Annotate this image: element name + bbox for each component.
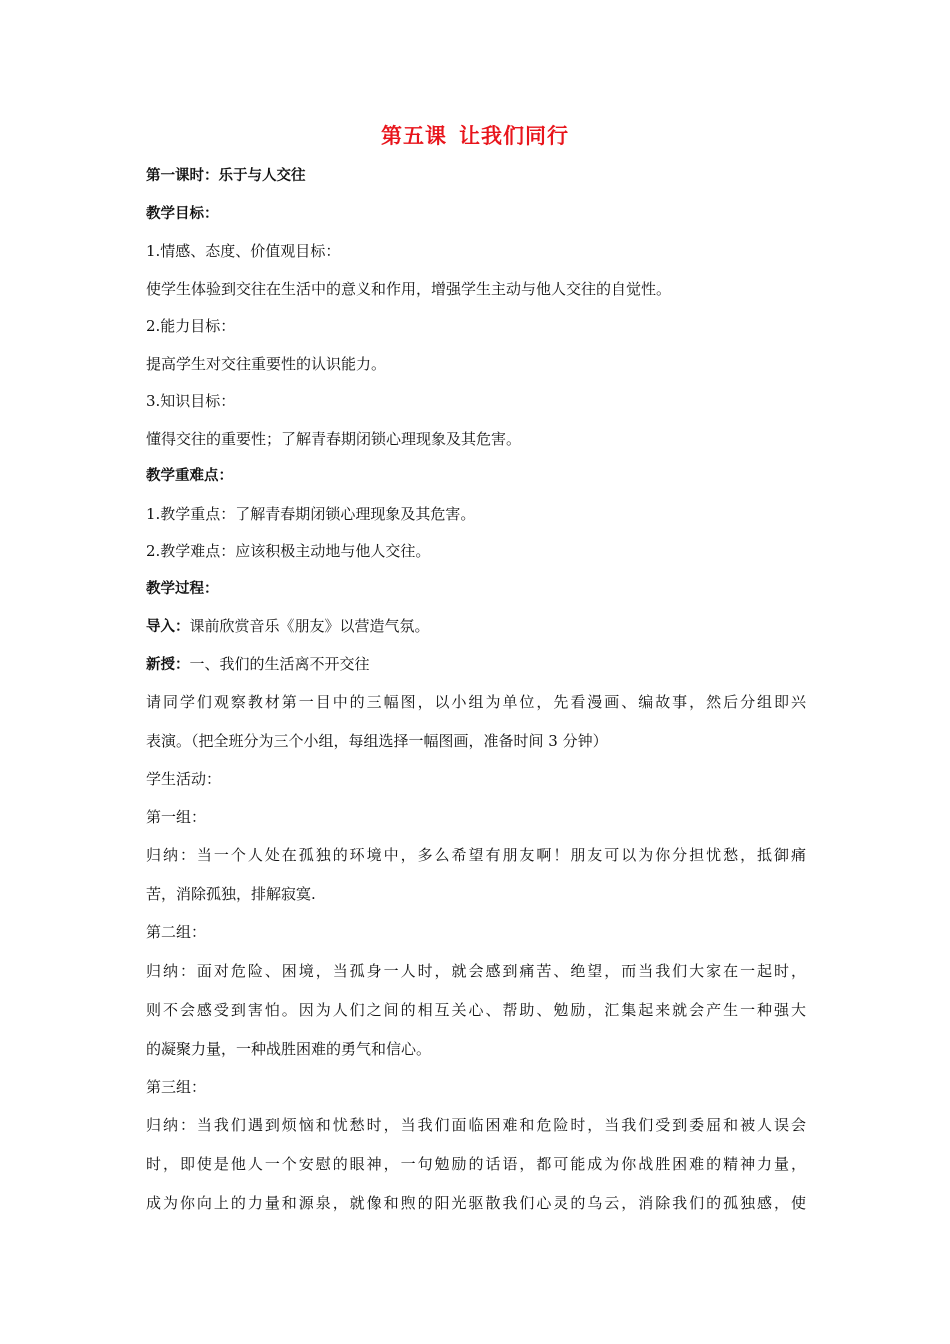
group3-line2: 时，即使是他人一个安慰的眼神，一句勉励的话语，都可能成为你战胜困难的精神力量， (146, 1155, 806, 1173)
objective-2-label: 2.能力目标： (146, 317, 236, 335)
group2-line3: 的凝聚力量，一种战胜困难的勇气和信心。 (146, 1039, 432, 1058)
group3-label: 第三组： (146, 1077, 207, 1096)
group1-label: 第一组： (146, 807, 207, 826)
lesson-heading: 第一课时：乐于与人交往 (146, 168, 306, 184)
title-part1: 第五课 (381, 124, 447, 148)
objective-2-text: 提高学生对交往重要性的认识能力。 (146, 354, 387, 373)
group2-line2: 则不会感受到害怕。因为人们之间的相互关心、帮助、勉励，汇集起来就会产生一种强大 (146, 1000, 806, 1019)
group1-line2: 苦，消除孤独，排解寂寞. (146, 885, 316, 903)
activity-label: 学生活动： (146, 770, 222, 788)
new-text: 一、我们的生活离不开交往 (189, 654, 370, 673)
objective-1-text: 使学生体验到交往在生活中的意义和作用，增强学生主动与他人交往的自觉性。 (146, 279, 672, 298)
group3-line1: 归纳：当我们遇到烦恼和忧愁时，当我们面临困难和危险时，当我们受到委屈和被人误会 (146, 1116, 806, 1134)
intro-paragraph (146, 608, 806, 646)
group3-line3: 成为你向上的力量和源泉，就像和煦的阳光驱散我们心灵的乌云，消除我们的孤独感，使 (146, 1194, 806, 1212)
document-title (0, 120, 950, 150)
keypoint-1: 1.教学重点：了解青春期闭锁心理现象及其危害。 (146, 504, 476, 523)
objective-3-label: 3.知识目标： (146, 392, 236, 410)
group2-label: 第二组： (146, 923, 207, 941)
intro-label: 导入： (146, 619, 190, 635)
group2-line1: 归纳：面对危险、困境，当孤身一人时，就会感到痛苦、绝望，而当我们大家在一起时， (146, 961, 806, 980)
para1-line1: 请同学们观察教材第一目中的三幅图，以小组为单位，先看漫画、编故事，然后分组即兴 (146, 693, 806, 711)
document-body (146, 158, 806, 1223)
new-label: 新授： (146, 656, 190, 673)
group1-line1: 归纳：当一个人处在孤独的环境中，多么希望有朋友啊！朋友可以为你分担忧愁，抵御痛 (146, 846, 806, 864)
keypoints-heading: 教学重难点： (146, 468, 233, 484)
para1-line2: 表演。（把全班分为三个小组，每组选择一幅图画，准备时间 3 分钟） (146, 732, 608, 750)
objectives-heading: 教学目标： (146, 205, 219, 222)
new-lesson-paragraph (146, 646, 806, 684)
process-heading: 教学过程： (146, 580, 219, 597)
intro-text: 课前欣赏音乐《朋友》以营造气氛。 (189, 617, 430, 635)
title-part2: 让我们同行 (459, 124, 569, 148)
keypoint-2: 2.教学难点：应该积极主动地与他人交往。 (146, 542, 431, 560)
objective-3-text: 懂得交往的重要性；了解青春期闭锁心理现象及其危害。 (146, 429, 522, 448)
objective-1-label: 1.情感、态度、价值观目标： (146, 242, 341, 260)
